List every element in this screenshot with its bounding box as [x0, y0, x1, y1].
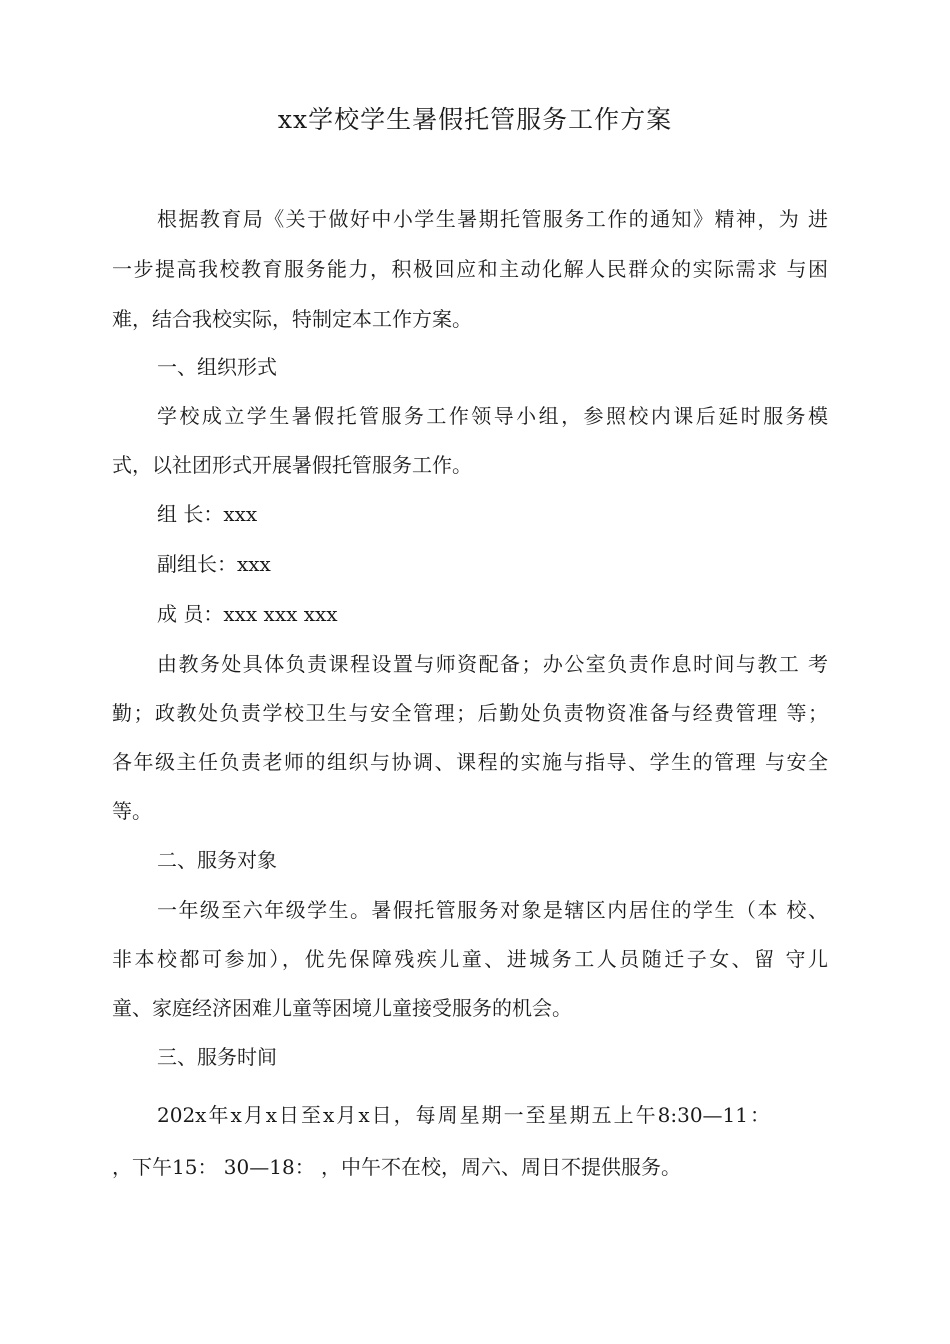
leader-line: 组 长：xxx	[157, 502, 258, 526]
paragraph-line: 一年级至六年级学生。暑假托管服务对象是辖区内居住的学生（本 校、	[157, 898, 828, 922]
paragraph-line: 童、家庭经济困难儿童等困境儿童接受服务的机会。	[112, 996, 572, 1020]
paragraph-line: 式，以社团形式开展暑假托管服务工作。	[112, 453, 472, 477]
paragraph-line: 由教务处具体负责课程设置与师资配备；办公室负责作息时间与教工 考	[157, 652, 828, 676]
paragraph-line: 一步提高我校教育服务能力，积极回应和主动化解人民群众的实际需求 与困	[112, 257, 828, 281]
paragraph-line: 根据教育局《关于做好中小学生暑期托管服务工作的通知》精神，为 进	[157, 207, 828, 231]
section-heading: 二、服务对象	[157, 848, 277, 872]
paragraph-line: 难，结合我校实际，特制定本工作方案。	[112, 307, 472, 331]
paragraph-line: 勤；政教处负责学校卫生与安全管理；后勤处负责物资准备与经费管理 等；	[112, 701, 828, 725]
deputy-leader-line: 副组长：xxx	[157, 552, 271, 576]
paragraph-line: ，下午15： 30—18： ，中午不在校，周六、周日不提供服务。	[112, 1155, 682, 1179]
paragraph-line: 学校成立学生暑假托管服务工作领导小组，参照校内课后延时服务模	[157, 404, 828, 428]
section-heading: 一、组织形式	[157, 355, 277, 379]
paragraph-line: 非本校都可参加），优先保障残疾儿童、进城务工人员随迁子女、留 守儿	[112, 947, 828, 971]
section-heading: 三、服务时间	[157, 1045, 277, 1069]
paragraph-line: 等。	[112, 799, 152, 823]
paragraph-line: 各年级主任负责老师的组织与协调、课程的实施与指导、学生的管理 与安全	[112, 750, 828, 774]
document-title: xx学校学生暑假托管服务工作方案	[277, 105, 673, 134]
paragraph-line: 202x年x月x日至x月x日，每周星期一至星期五上午8:30—11：	[157, 1103, 770, 1127]
members-line: 成 员：xxx xxx xxx	[157, 602, 338, 626]
